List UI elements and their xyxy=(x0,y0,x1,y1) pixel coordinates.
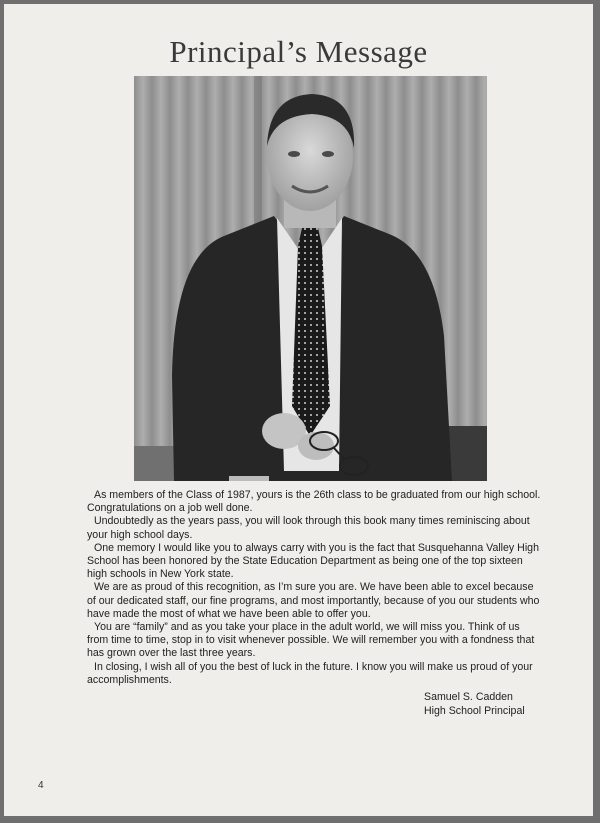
paragraph: One memory I would like you to always carry with you is the fact that Susquehanna Valley High School has been honored by the State Education Department as being one of the top sixteen high schools in New York state. xyxy=(87,541,539,581)
paragraph: We are as proud of this recognition, as I’m sure you are. We have been able to excel because of our dedicated staff, our fine programs, and most importantly, because of you our students who have made the most of what we have been able to offer you. xyxy=(87,581,540,620)
yearbook-page xyxy=(4,4,593,816)
paragraph: Undoubtedly as the years pass, you will look through this book many times reminiscing about your high school days. xyxy=(87,515,530,541)
paragraph: You are “family” and as you take your place in the adult world, we will miss you. Think of us from time to time, stop in to visit whenever possible. We will remember you with a fondness that has grown over the last three years. xyxy=(87,621,535,660)
paragraph: As members of the Class of 1987, yours is the 26th class to be graduated from our high school. Congratulations on a job well done. xyxy=(87,489,541,515)
message-body xyxy=(87,489,542,687)
paragraph: In closing, I wish all of you the best of luck in the future. I know you will make us proud of your accomplishments. xyxy=(87,660,533,686)
signature-block xyxy=(424,690,525,718)
page-title: Principal’s Message xyxy=(169,34,428,69)
signature-name: Samuel S. Cadden xyxy=(424,691,513,703)
principal-portrait-photo xyxy=(134,76,487,481)
signature-role: High School Principal xyxy=(424,705,525,717)
page-number: 4 xyxy=(38,780,44,791)
